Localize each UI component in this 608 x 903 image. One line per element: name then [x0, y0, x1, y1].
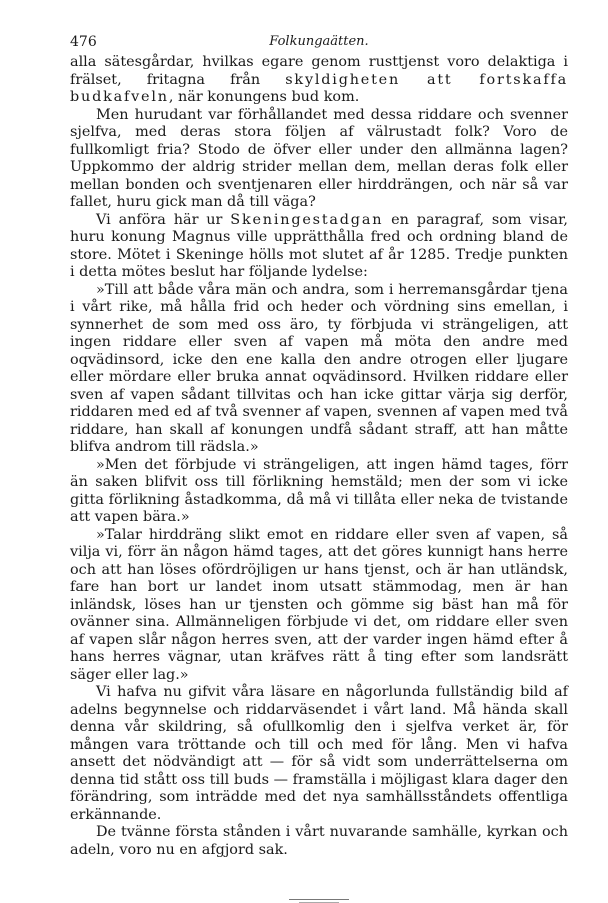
- page-number: 476: [70, 34, 97, 50]
- paragraph: Vi hafva nu gifvit våra läsare en någorlunda fullständig bild af adelns begynnelse och riddarväsendet i vårt land. Må hända skall denna vår skildring, så ofullkomlig den i sjelfva verket är, för mången vara tröttande och till och med för lång. Men vi hafva ansett det nödvändigt att — för så vidt som underrättelserna om denna tid stått oss till buds — framställa i möjligast klara dager den förändring, som inträdde med det nya samhällsståndets offentliga erkännande.: [70, 684, 568, 823]
- spaced-emphasis: skyldigheten att fortskaffa budkafveln: [70, 71, 568, 105]
- running-title: Folkungaätten.: [269, 34, 369, 49]
- quote-paragraph: »Talar hirddräng slikt emot en riddare eller sven af vapen, så vilja vi, förr än någon hämd tages, att det göres kunnigt hans herre och att han löses ofördröjligen ur hans tjenst, och är han utländsk, fare han bort ur landet inom utsatt stämmodag, men är han inländsk, löses han ur tjensten och gömme sig bäst han må för ovänner sina. Allmänneligen förbjude vi det, om riddare eller sven af vapen slår någon herres sven, att der varder ingen hämd efter å hans herres vägnar, utan kräfves rätt å ting efter som landsrätt säger eller lag.»: [70, 526, 568, 683]
- paragraph: alla sätesgårdar, hvilkas egare genom rusttjenst voro delaktiga i frälset, fritagna från skyldigheten att fortskaffa budkafveln, när konungens bud kom.: [70, 54, 568, 105]
- page-header: [70, 30, 568, 54]
- quote-paragraph: »Till att både våra män och andra, som i herremansgårdar tjena i vårt rike, må hålla frid och heder och vördning sins emellan, i synnerhet de som med oss äro, ty förbjuda vi strängeligen, att ingen riddare eller sven af vapen må möta den andre med oqvädinsord, icke den ene kalla den andre otrogen eller ljugare eller mördare eller bruka annat oqvädinsord. Hvilken riddare eller sven af vapen sådant tillvitas och han icke gittar värja sig derför, riddaren med ed af två svenner af vapen, svennen af vapen med två riddare, han skall af konungen undfå sådant straff, att han måtte blifva androm till rädsla.»: [70, 281, 568, 455]
- paragraph: De tvänne första stånden i vårt nuvarande samhälle, kyrkan och adeln, voro nu en afgjord sak.: [70, 824, 568, 858]
- body-text: [70, 54, 568, 859]
- quote-paragraph: »Men det förbjude vi strängeligen, att ingen hämd tages, förr än saken blifvit oss till förlikning hemstäld; men der som vi icke gitta förlikning åstadkomma, då må vi tillåta eller neka de tvistande att vapen bära.»: [70, 456, 568, 525]
- spaced-emphasis: Skeningestadgan: [230, 211, 384, 228]
- paragraph: Vi anföra här ur Skeningestadgan en paragraf, som visar, huru konung Magnus ville upprätthålla fred och ordning bland de store. Mötet i Skeninge hölls mot slutet af år 1285. Tredje punkten i detta mötes beslut har följande lydelse:: [70, 211, 568, 280]
- paragraph: Men hurudant var förhållandet med dessa riddare och svenner sjelfva, med deras stora följen af välrustadt folk? Voro de fullkomligt fria? Stodo de öfver eller under den allmänna lagen? Uppkommo der aldrig strider mellan dem, mellan deras folk eller mellan bonden och sventjenaren eller hirddrängen, och när så var fallet, huru gick man då till väga?: [70, 106, 568, 210]
- end-rule: [289, 899, 349, 900]
